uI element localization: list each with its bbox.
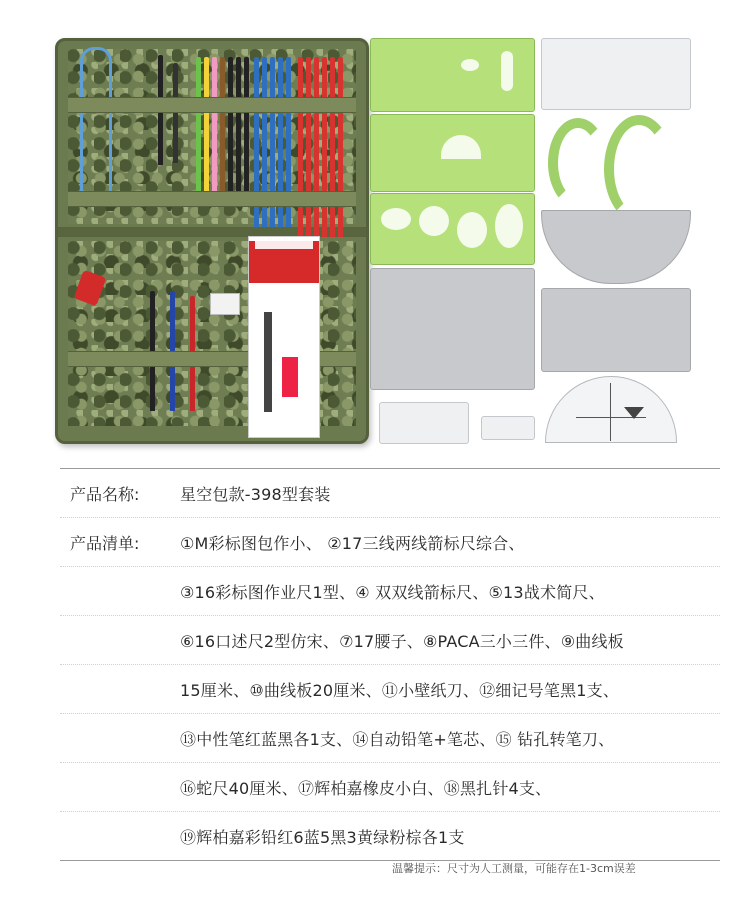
black-pencil-1 [228,57,233,197]
measurement-note: 温馨提示：尺寸为人工测量，可能存在1-3cm误差 [392,862,636,875]
pink-pencil [212,57,217,197]
product-list-label: 产品清单: [70,533,140,553]
case-strap-mid [68,191,356,207]
product-list-line: ⑲辉柏嘉彩铅红6蓝5黑3黄绿粉棕各1支 [180,827,465,847]
black-pencil-2 [236,57,241,197]
stencil-tactical-clear [541,38,691,110]
product-list-line: ⑯蛇尺40厘米、⑰辉柏嘉橡皮小白、⑱黑扎针4支、 [180,778,552,798]
ruler-command-small [379,402,469,444]
product-list-row [60,616,720,665]
ruler-mini [481,416,535,440]
eraser [210,293,240,315]
product-list-row [60,812,720,861]
case-strap-top [68,97,356,113]
product-list-line: ⑥16口述尺2型仿宋、⑦17腰子、⑧PACA三小三件、⑨曲线板 [180,631,624,651]
product-list-row [60,518,720,567]
stencil-map-symbols-green [370,114,535,192]
stencil-tree-symbols-grey [370,268,535,390]
french-curve-large [604,115,674,223]
red-pencil-5 [330,57,335,237]
product-list-row [60,665,720,714]
product-list-row [60,763,720,812]
product-list-line: ⑬中性笔红蓝黑各1支、⑭自动铅笔+笔芯、⑮ 钻孔转笔刀、 [180,729,615,749]
red-pencil-4 [322,57,327,237]
stencil-terrain-grey-half [541,210,691,284]
product-list-line: ①M彩标图包作小、 ②17三线两线箭标尺综合、 [180,533,525,553]
product-name-value: 星空包款-398型套装 [180,484,331,504]
green-pencil [196,57,201,197]
product-list-line: ③16彩标图作业尺1型、④ 双双线箭标尺、⑤13战术简尺、 [180,582,605,602]
mechanical-pen [173,63,178,163]
red-pencil-2 [306,57,311,237]
stencil-letters-green [370,38,535,112]
product-list-row [60,714,720,763]
red-pencil-6 [338,57,343,237]
brown-pencil [220,57,225,197]
black-pencil-3 [244,57,249,197]
mechanical-pencil [264,312,272,412]
stencil-kidney-green [370,193,535,265]
protractor [545,376,677,443]
red-pencil-3 [314,57,319,237]
red-pencil-1 [298,57,303,237]
yellow-pencil [204,57,209,197]
product-info-table [60,468,720,861]
camo-pencil-case [55,38,369,444]
product-list-line: 15厘米、⑩曲线板20厘米、⑪小壁纸刀、⑫细记号笔黑1支、 [180,680,620,700]
french-curve-small [548,118,608,208]
faber-castell-pencil-pack [248,236,320,438]
product-list-row [60,567,720,616]
product-name-label: 产品名称: [70,484,140,504]
stencil-arrows-grey [541,288,691,372]
lead-refill-tube [282,357,298,397]
product-name-row [60,468,720,518]
flexible-snake-ruler [80,47,112,203]
